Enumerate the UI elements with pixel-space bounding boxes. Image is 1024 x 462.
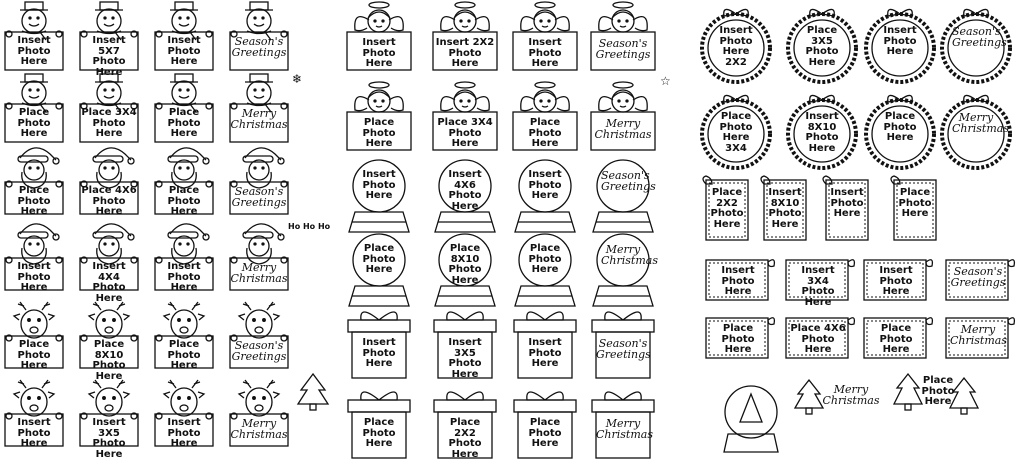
photo-label: Place Photo Here [362, 117, 396, 149]
holly-icon [926, 318, 932, 325]
gift-bow-icon [447, 392, 483, 400]
wide-photo-frame [784, 316, 854, 362]
gift-bow-icon [361, 312, 397, 320]
santa-card [3, 222, 65, 294]
photo-label: Season's Greetings [601, 169, 656, 193]
reindeer-icon [239, 380, 279, 416]
wide-photo-frame [944, 316, 1014, 362]
photo-label: Insert Photo Here [721, 265, 755, 297]
angel-card [510, 82, 580, 156]
wide-photo-frame [704, 258, 774, 304]
holly-icon [768, 318, 774, 325]
wide-photo-frame [862, 316, 932, 362]
star-icon: ☆ [660, 74, 671, 88]
globe-card [344, 160, 414, 234]
snowman-card [228, 2, 290, 74]
christmas-tree-icon [740, 394, 762, 422]
photo-label: Place 2X2 Photo Here [448, 417, 482, 460]
gift-card [344, 388, 414, 462]
photo-label: Merry Christmas [230, 261, 288, 285]
photo-label: Place Photo Here [17, 339, 51, 371]
photo-label: Place Photo Here [883, 111, 917, 143]
globe-card [430, 234, 500, 308]
tall-photo-frame [892, 178, 938, 242]
photo-label: Insert 3X4 Photo Here [801, 265, 835, 308]
photo-label: Merry Christmas [950, 323, 1007, 347]
christmas-tree-icon [795, 380, 823, 408]
photo-label: Place 4X6 Photo Here [790, 323, 846, 355]
holly-icon [768, 260, 774, 267]
photo-label: Insert 3X5 Photo Here [92, 417, 126, 460]
bow-icon [810, 9, 835, 16]
gift-bow-icon [527, 392, 563, 400]
wreath-card [862, 6, 938, 86]
angel-icon [441, 82, 489, 112]
photo-label: Insert 3X5 Photo Here [448, 337, 482, 380]
photo-label: Insert Photo Here [167, 417, 201, 449]
gift-bow-icon [605, 392, 641, 400]
photo-label: Merry Christmas [594, 117, 652, 141]
angel-card [588, 2, 658, 76]
reindeer-icon [14, 302, 54, 338]
photo-label: Place 8X10 Photo Here [448, 243, 482, 286]
gift-bow-icon [361, 392, 397, 400]
christmas-tree-icon [296, 372, 330, 412]
photo-label: Place 3X4 Photo Here [437, 117, 493, 149]
photo-label: Place Photo Here 3X4 [719, 111, 753, 154]
wide-photo-frame [862, 258, 932, 304]
angel-card [430, 82, 500, 156]
angel-icon [599, 82, 647, 112]
snowman-card [228, 74, 290, 146]
photo-label: Place Photo Here [898, 187, 932, 219]
photo-label: Place Photo Here [528, 417, 562, 449]
holly-icon [926, 260, 932, 267]
photo-label: Place Photo Here [167, 107, 201, 139]
photo-label: Season's Greetings [231, 339, 287, 363]
wreath-card [784, 92, 860, 172]
tall-photo-frame [824, 178, 870, 242]
photo-label: Place Photo Here [167, 339, 201, 371]
wreath-card [938, 6, 1014, 86]
photo-label: Insert Photo Here [528, 337, 562, 369]
photo-label: Insert Photo Here [879, 265, 913, 297]
globe-card [588, 234, 658, 308]
reindeer-card [78, 378, 140, 460]
photo-label: Insert Photo Here [362, 37, 396, 69]
snowman-card [3, 74, 65, 146]
snowman-card [78, 74, 140, 146]
snowman-card [153, 2, 215, 74]
santa-card [153, 222, 215, 294]
santa-card [3, 146, 65, 218]
trees-place-photo [894, 372, 1004, 416]
globe-card [588, 160, 658, 234]
tree-merry-christmas [794, 378, 880, 418]
bow-icon [888, 9, 913, 16]
wide-photo-frame [784, 258, 854, 308]
photo-label: Place Photo Here [167, 185, 201, 217]
photo-label: Insert Photo Here [830, 187, 864, 219]
photo-label: Insert Photo Here [17, 35, 51, 67]
photo-label: Insert 8X10 Photo Here [768, 187, 802, 230]
globe-card [510, 234, 580, 308]
gift-card [510, 388, 580, 462]
gift-card [430, 308, 500, 382]
photo-label: Place Photo Here [17, 107, 51, 139]
reindeer-card [3, 378, 65, 450]
photo-label: Merry Christmas [596, 417, 653, 441]
reindeer-card [153, 300, 215, 372]
gift-card [588, 388, 658, 462]
reindeer-icon [14, 380, 54, 416]
globe-card [430, 160, 500, 234]
wreath-card [698, 6, 774, 86]
angel-icon [355, 2, 403, 32]
holly-icon [848, 260, 854, 267]
photo-label: Season's Greetings [231, 35, 287, 59]
angel-card [344, 82, 414, 156]
photo-label: Merry Christmas [230, 107, 288, 131]
photo-label: Place Photo Here [362, 417, 396, 449]
snowman-card [153, 74, 215, 146]
tree-art [296, 372, 330, 412]
bow-icon [724, 95, 749, 102]
photo-label: Insert 4X4 Photo Here [92, 261, 126, 304]
photo-label: Insert Photo Here [362, 169, 396, 201]
santa-card [228, 222, 290, 294]
photo-label: Insert Photo Here [528, 169, 562, 201]
holly-icon [1008, 318, 1014, 325]
photo-label: Place Photo Here [721, 323, 755, 355]
reindeer-icon [239, 302, 279, 338]
reindeer-card [228, 300, 290, 372]
wreath-card [784, 6, 860, 86]
tall-photo-frame [762, 178, 808, 242]
photo-label: Season's Greetings [595, 37, 651, 61]
bow-icon [810, 95, 835, 102]
bow-icon [964, 95, 989, 102]
photo-label: Place 3X4 Photo Here [81, 107, 137, 139]
angel-icon [521, 82, 569, 112]
angel-icon [521, 2, 569, 32]
angel-card [510, 2, 580, 76]
photo-label: Insert Photo Here [167, 261, 201, 293]
photo-label: Season's Greetings [231, 185, 287, 209]
photo-label: Place Photo Here [362, 243, 396, 275]
photo-label: Season's Greetings [952, 25, 1007, 49]
wreath-card [862, 92, 938, 172]
photo-label: Merry Christmas [952, 111, 1009, 135]
photo-label: Season's Greetings [596, 337, 651, 361]
photo-label: Place 2X2 Photo Here [710, 187, 744, 230]
snowman-santa-reindeer-panel [0, 0, 335, 460]
photo-label: Insert Photo Here [362, 337, 396, 369]
photo-label: Insert Photo Here 2X2 [719, 25, 753, 68]
photo-label: Place Photo Here [921, 375, 955, 407]
photo-label: Insert 2X2 Photo Here [435, 37, 495, 69]
globe-art [722, 382, 780, 456]
photo-label: Merry Christmas [822, 383, 880, 407]
photo-label: Insert Photo Here [883, 25, 917, 57]
wide-photo-frame [944, 258, 1014, 304]
snow-globe-card [722, 382, 780, 456]
photo-label: Insert 8X10 Photo Here [805, 111, 839, 154]
wide-photo-frame [704, 316, 774, 362]
photo-label: Place 3X5 Photo Here [805, 25, 839, 68]
bow-icon [888, 95, 913, 102]
angel-icon [599, 2, 647, 32]
gift-card [588, 308, 658, 382]
holly-icon [1008, 260, 1014, 267]
wreath-card [938, 92, 1014, 172]
reindeer-card [3, 300, 65, 372]
santa-card [78, 146, 140, 218]
gift-bow-icon [527, 312, 563, 320]
angel-card [344, 2, 414, 76]
bow-icon [964, 9, 989, 16]
reindeer-icon [89, 380, 129, 416]
holly-icon [848, 318, 854, 325]
reindeer-icon [164, 380, 204, 416]
photo-label: Insert Photo Here [167, 35, 201, 67]
photo-label: Place Photo Here [17, 185, 51, 217]
photo-label: Place Photo Here [528, 117, 562, 149]
tall-photo-frame [704, 178, 750, 242]
reindeer-card [78, 300, 140, 382]
gift-card [510, 308, 580, 382]
reindeer-card [153, 378, 215, 450]
tree-art [794, 378, 824, 418]
photo-label: Insert 5X7 Photo Here [92, 35, 126, 78]
angel-globe-gift-panel [340, 0, 680, 460]
snowman-card [78, 2, 140, 78]
snowflake-icon: ❄ [292, 72, 303, 86]
santa-card [153, 146, 215, 218]
reindeer-icon [164, 302, 204, 338]
hohoho-text: Ho Ho Ho [288, 222, 331, 231]
angel-card [430, 2, 500, 76]
photo-label: Insert 4X6 Photo Here [448, 169, 482, 212]
angel-icon [441, 2, 489, 32]
bow-icon [724, 9, 749, 16]
photo-label: Merry Christmas [601, 243, 658, 267]
reindeer-icon [89, 302, 129, 338]
gift-card [344, 308, 414, 382]
photo-label: Place 4X6 Photo Here [81, 185, 137, 217]
photo-label: Insert Photo Here [17, 417, 51, 449]
gift-bow-icon [447, 312, 483, 320]
angel-card [588, 82, 658, 156]
santa-card [78, 222, 140, 304]
gift-card [430, 388, 500, 462]
globe-card [510, 160, 580, 234]
photo-label: Merry Christmas [230, 417, 288, 441]
wreath-frame-panel [690, 0, 1024, 460]
photo-label: Place Photo Here [528, 243, 562, 275]
photo-label: Season's Greetings [950, 265, 1006, 289]
angel-icon [355, 82, 403, 112]
photo-label: Insert Photo Here [17, 261, 51, 293]
gift-bow-icon [605, 312, 641, 320]
photo-label: Place 8X10 Photo Here [92, 339, 126, 382]
santa-card [228, 146, 290, 218]
snowman-card [3, 2, 65, 74]
photo-label: Insert Photo Here [528, 37, 562, 69]
globe-card [344, 234, 414, 308]
reindeer-card [228, 378, 290, 450]
wreath-card [698, 92, 774, 172]
photo-label: Place Photo Here [879, 323, 913, 355]
